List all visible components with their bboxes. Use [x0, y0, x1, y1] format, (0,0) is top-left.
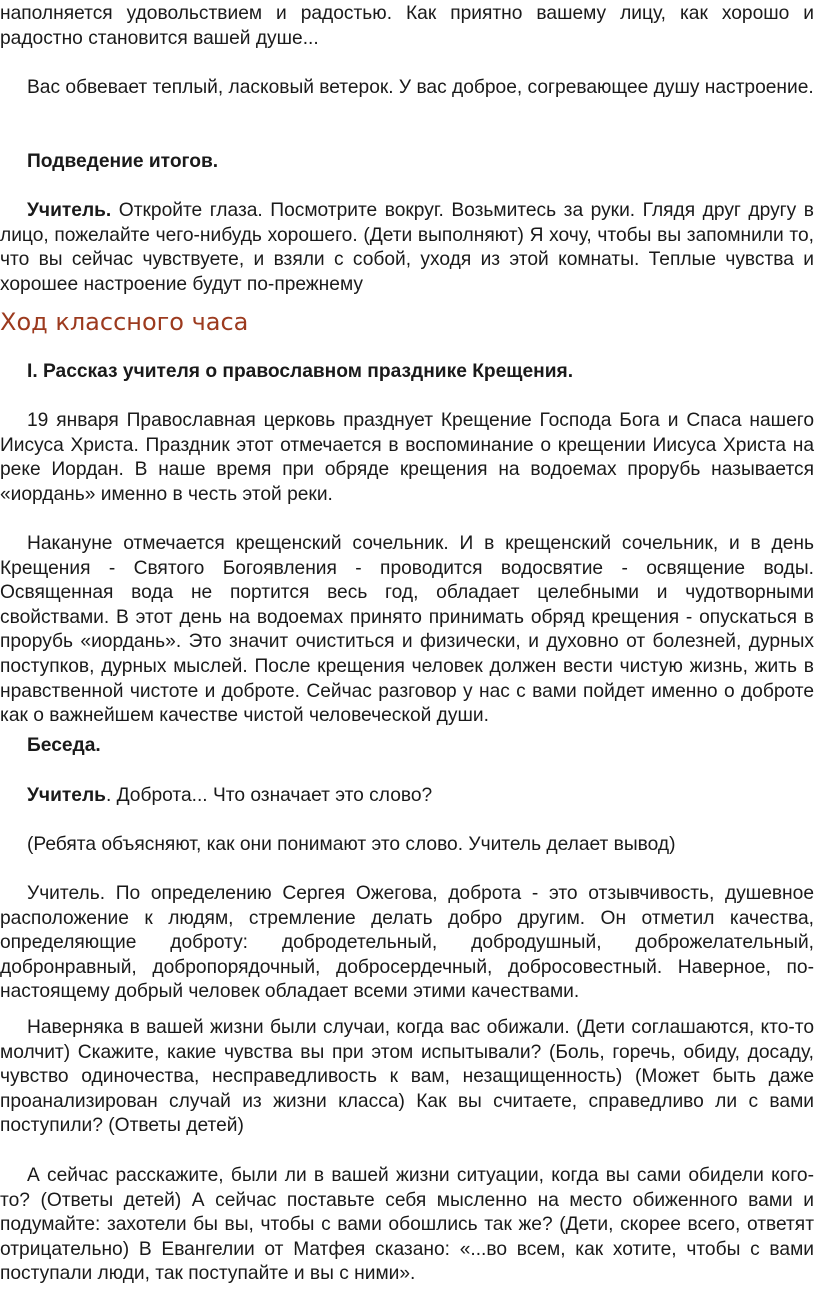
speaker-label: Учитель [27, 785, 106, 806]
paragraph-offended [0, 1016, 814, 1139]
paragraph-teacher-closing-text: Откройте глаза. Посмотрите вокруг. Возьмитесь за руки. Глядя друг другу в лицо, пожелайте чего-нибудь хорошего. (Дети выполняют) Я хочу, чтобы вы запомнили то, что вы сейчас чувствуете, и взяли с собой, уходя из этой комнаты. Теплые чувства и хорошее настроение будут по-прежнему [0, 200, 814, 295]
talk-heading: Беседа. [27, 735, 101, 756]
paragraph-kids-explain [0, 833, 814, 858]
paragraph-baptism-date [0, 409, 814, 507]
paragraph-teacher-question [0, 784, 814, 809]
section-title: Ход классного часа [0, 308, 249, 336]
paragraph-eve-text: Накануне отмечается крещенский сочельник. И в крещенский сочельник, и в день Крещения - Святого Богоявления - проводится водосвятие - освящение воды. Освященная вода не портится весь год, обладает целебными и чудотворными свойствами. В этот день на водоемах принято принимать обряд крещения - опускаться в прорубь «иордань». Это значит очиститься и физически, и духовно от болезней, дурных поступков, дурных мыслей. После крещения человек должен вести чистую жизнь, жить в нравственной чистоте и доброте. Сейчас разговор у нас с вами пойдет именно о доброте как о важнейшем качестве чистой человеческой души. [0, 533, 814, 727]
paragraph-eve [0, 532, 814, 729]
paragraph-breeze-text: Вас обвевает теплый, ласковый ветерок. У вас доброе, согревающее душу настроение. [27, 77, 814, 98]
section1-heading: I. Рассказ учителя о православном празднике Крещения. [27, 361, 574, 382]
paragraph-teacher-question-text: . Доброта... Что означает это слово? [105, 785, 433, 806]
paragraph-offended-text: Наверняка в вашей жизни были случаи, когда вас обижали. (Дети соглашаются, кто-то молчит) Скажите, какие чувства вы при этом испытывали? (Боль, горечь, обиду, досаду, чувство одиночества, несправедливость к вам, незащищенность) (Может быть даже проанализирован случай из жизни класса) Как вы считаете, справедливо ли с вами поступили? (Ответы детей) [0, 1017, 814, 1137]
speaker-label: Учитель. [27, 200, 112, 221]
paragraph-offender-text: А сейчас расскажите, были ли в вашей жизни ситуации, когда вы сами обидели кого-то? (Ответы детей) А сейчас поставьте себя мысленно на место обиженного вами и подумайте: захотели бы вы, чтобы с вами обошлись так же? (Дети, скорее всего, ответят отрицательно) В Евангелии от Матфея сказано: «...во всем, как хотите, чтобы с вами поступали люди, так поступайте и вы с ними». [0, 1165, 814, 1285]
summary-heading: Подведение итогов. [27, 151, 219, 172]
paragraph-teacher-closing [0, 199, 814, 297]
paragraph-definition [0, 882, 814, 1005]
paragraph-definition-text: Учитель. По определению Сергея Ожегова, доброта - это отзывчивость, душевное расположение к людям, стремление делать добро другим. Он отметил качества, определяющие доброту: добродетельный, добродушный, доброжелательный, добронравный, добропорядочный, добросердечный, добросовестный. Наверное, по-настоящему добрый человек обладает всеми этими качествами. [0, 883, 814, 1003]
paragraph-intro-text: наполняется удовольствием и радостью. Как приятно вашему лицу, как хорошо и радостно становится вашей душе... [0, 3, 814, 49]
paragraph-kids-explain-text: (Ребята объясняют, как они понимают это слово. Учитель делает вывод) [27, 834, 676, 855]
paragraph-offender [0, 1164, 814, 1287]
paragraph-breeze [0, 76, 814, 101]
paragraph-intro [0, 2, 814, 51]
paragraph-baptism-date-text: 19 января Православная церковь празднует Крещение Господа Бога и Спаса нашего Иисуса Христа. Праздник этот отмечается в воспоминание о крещении Иисуса Христа на реке Иордан. В наше время при обряде крещения на водоемах прорубь называется «иордань» именно в честь этой реки. [0, 410, 814, 505]
